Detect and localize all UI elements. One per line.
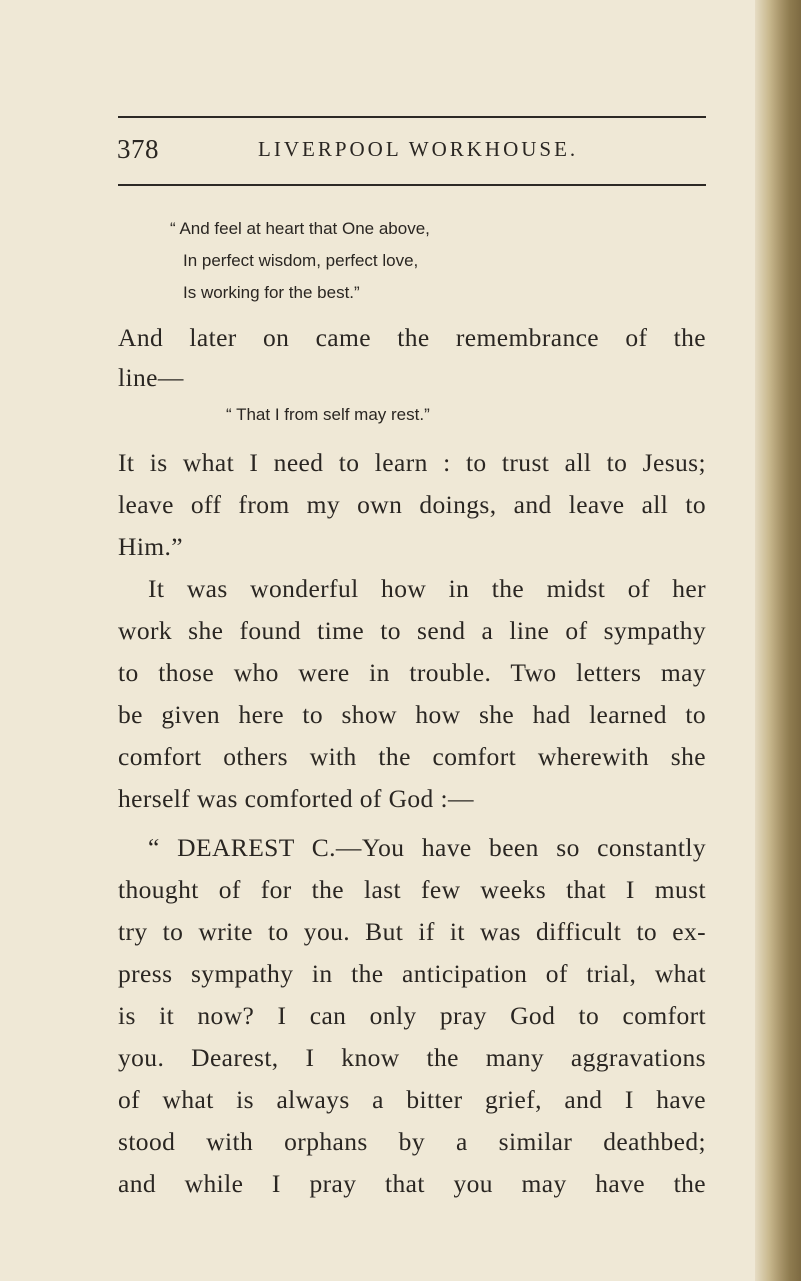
paragraph-line: And later on came the remembrance of the xyxy=(118,323,706,352)
running-head: LIVERPOOL WORKHOUSE. xyxy=(258,137,579,161)
letter-line: you. Dearest, I know the many aggravations xyxy=(118,1043,706,1072)
paragraph-line: line— xyxy=(118,363,184,392)
verse-line: “ And feel at heart that One above, xyxy=(170,219,430,238)
letter-text: —You have been so constantly xyxy=(335,833,706,862)
letter-line: press sympathy in the anticipation of trial, what xyxy=(118,959,706,988)
paragraph-line: to those who were in trouble. Two letters may xyxy=(118,658,706,687)
paragraph-line: work she found time to send a line of sympathy xyxy=(118,616,706,645)
verse-line: “ That I from self may rest.” xyxy=(226,405,430,424)
paragraph-line: Him.” xyxy=(118,532,184,561)
header-bottom-rule xyxy=(118,184,706,186)
paragraph-line: It is what I need to learn : to trust all to Jesus; xyxy=(118,448,706,477)
verse-line: Is working for the best.” xyxy=(183,283,360,302)
letter-line: stood with orphans by a similar deathbed; xyxy=(118,1127,706,1156)
letter-line: try to write to you. But if it was difficult to ex- xyxy=(118,917,706,946)
page-edge-shadow xyxy=(755,0,801,1281)
page-number: 378 xyxy=(117,134,159,164)
header-top-rule xyxy=(118,116,706,118)
letter-line: is it now? I can only pray God to comfort xyxy=(118,1001,706,1030)
letter-salutation: “ DEAREST C. xyxy=(148,833,336,862)
verse-line: In perfect wisdom, perfect love, xyxy=(183,251,419,270)
paragraph-line: herself was comforted of God :— xyxy=(118,784,474,813)
paragraph-line: be given here to show how she had learned to xyxy=(118,700,706,729)
letter-opening-line xyxy=(148,833,706,863)
letter-line: and while I pray that you may have the xyxy=(118,1169,706,1198)
letter-line: of what is always a bitter grief, and I have xyxy=(118,1085,706,1114)
paragraph-line: comfort others with the comfort wherewith she xyxy=(118,742,706,771)
paragraph-line: It was wonderful how in the midst of her xyxy=(148,574,706,603)
paragraph-line: leave off from my own doings, and leave all to xyxy=(118,490,706,519)
letter-line: thought of for the last few weeks that I must xyxy=(118,875,706,904)
